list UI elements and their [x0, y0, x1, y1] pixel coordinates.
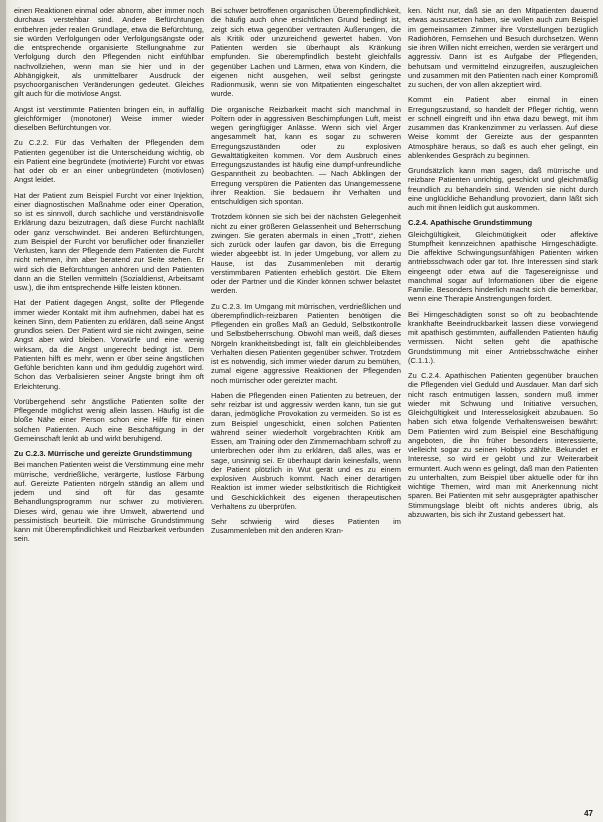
paragraph: Haben die Pflegenden einen Patienten zu betreuen, der sehr reizbar ist und aggressiv werden kann, tun sie gut daran, jedmögliche Provokation zu vermeiden. So ist es zum Beispiel ungeschickt, einen solchen Patienten während seiner wiederholt vorgebrachten Kritik am Essen, am Training oder den Zimmernachbarn schroff zu unterbrechen oder ihm zu erklären, daß alles, was er sage, unsinnig sei. Er überhaupt darin keinesfalls, wenn der Patient plötzlich in Wut gerät und es zu einem explosiven Ausbruch kommt. Nach einer derartigen Reaktion ist immer wieder selbstkritisch die Richtigkeit und Geschicklichkeit des eigenen therapeutischen Verhaltens zu überprüfen.: [211, 390, 401, 511]
paragraph: Die organische Reizbarkeit macht sich manchmal in Poltern oder in aggressiven Beschimpfungen Luft, meist wegen geringfügiger Anlässe. Wenn sich viel Ärger angesammelt hat, kann es sogar zu schweren Erregungszuständen oder zu explosiven Gewalttätigkeiten kommen. Vor dem Ausbruch eines Erregungszustandes ist häufig eine dumpf-unfreundliche Gespanntheit zu beobachten. — Nach Abklingen der Erregung verspüren die Patienten das Unangemessene ihrer Reaktion. Sie bedauern ihr Verhalten und entschuldigen sich spontan.: [211, 104, 401, 206]
paragraph: Hat der Patient zum Beispiel Furcht vor einer Injektion, einer diagnostischen Maßnahme oder einer Operation, so ist es sinnvoll, durch sachliche und verständnisvolle Erklärung dazu beizutragen, daß diese Furcht nachläßt oder ganz verschwindet. Bei anderen Befürchtungen, zum Beispiel der Furcht vor beruflicher oder finanzieller Verlusten, kann der Pflegende dem Patienten die Furcht nicht nehmen, ihm aber beratend zur Seite stehen. Er wird sich die Befürchtungen anhören und den Patienten dann an die Stellen vermitteln (Sozialdienst, Arbeitsamt usw.), die ihm entsprechende Hilfe leisten können.: [14, 190, 204, 292]
text-columns: [14, 6, 598, 796]
column-right: [408, 6, 598, 796]
paragraph: Zu C.2.3. Im Umgang mit mürrischen, verdrießlichen und überempfindlich-reizbaren Patienten benötigen die Pflegenden ein großes Maß an Geduld, Selbstkontrolle und Selbstbeherrschung. Obwohl man weiß, daß dieses Nörgeln krankheitsbedingt ist, fällt ein gleichbleibendes Verhalten diesen Patienten gegenüber schwer. Trotzdem ist es notwendig, sich immer wieder darum zu bemühen, zumal eigene aggressive Reaktionen der Pflegenden noch mürrischer oder gereizter macht.: [211, 301, 401, 385]
paragraph: Kommt ein Patient aber einmal in einen Erregungszustand, so handelt der Pfleger richtig, wenn er schnell eingreift und ihn etwa dazu bewegt, mit ihm zusammen das Krankenzimmer zu verlassen. Auf diese Weise kommt der Gereizte aus der gespannten Atmosphäre heraus, so daß es auch eher gelingt, ein ablenkendes Gespräch zu beginnen.: [408, 95, 598, 160]
paragraph: Zu C.2.4. Apathischen Patienten gegenüber brauchen die Pflegenden viel Geduld und Ausdauer. Man darf sich nicht rasch entmutigen lassen, sondern muß immer wieder mit Schwung und Initiative versuchen, Gleichgültigkeit und Interesselosigkeit abzubauen. So haben sich etwa folgende Verhaltensweisen bewährt: Dem Patienten wird zum Beispiel eine Beschäftigung angeboten, die ihn früher besonders interessierte, vielleicht sogar zu seinen Hobbys zählte. Bekundet er Interesse, so wird er gelobt und zur Weiterarbeit ermuntert. Auch wenn es gelingt, daß man den Patienten zu unterhalten, zum Beispiel über aktuelle oder für ihn wichtige Themen, wird man mit Anerkennung nicht sparen. Bei Patienten mit sehr ausgeprägter apathischer Stimmungslage bleibt oft nichts anderes übrig, als abzuwarten, bis sich ihr Zustand gebessert hat.: [408, 371, 598, 519]
paragraph: Hat der Patient dagegen Angst, sollte der Pflegende immer wieder Kontakt mit ihm aufnehmen, dabei hat es keinen Sinn, dem Patienten zu erklären, daß seine Angst grundlos seien. Der Patient wird sie nicht zwingen, seine Angst aber wird bleiben. Vorwürfe und eine wenig wirksam, da die Angst ungerecht bedingt ist. Dem Patienten hilft es mehr, wenn er über seine ängstlichen Gefühle berichten kann und ihm geduldig zugehört wird. Schon das Verbalisieren seiner Ängste bringt ihm oft Erleichterung.: [14, 298, 204, 391]
paragraph: Grundsätzlich kann man sagen, daß mürrische und reizbare Patienten unrichtig, geschickt und gleichmäßig freundlich zu behandeln sind. Wenden sie nicht durch eine unglückliche Behandlung provoziert, dann läßt sich auch mit ihnen leidlich gut auskommen.: [408, 166, 598, 212]
paragraph: Bei manchen Patienten weist die Verstimmung eine mehr mürrische, verdrießliche, verärgerte, lustlose Färbung auf. Gereizte Patienten nörgeln ständig an allem und jedem und sind oft für das gesamte Behandlungsprogramm nur schwer zu motivieren. Dieses wird, genau wie ihre Umwelt, abwertend und pessimistisch beurteilt. Die mürrische Grundstimmung kann mit Überempfindlichkeit und Reizbarkeit verbunden sein.: [14, 460, 204, 544]
book-spine-shadow: [0, 0, 6, 822]
paragraph: Sehr schwierig wird dieses Patienten im Zusammenleben mit den anderen Kran-: [211, 517, 401, 536]
page-number: 47: [584, 809, 593, 818]
paragraph: Vorübergehend sehr ängstliche Patienten sollte der Pflegende möglichst wenig allein lassen. Häufig ist die bloße Nähe einer Person schon eine Hilfe für einen solchen Patienten. Auch eine Beschäftigung in der Gemeinschaft lenkt ab und wirkt beruhigend.: [14, 396, 204, 443]
paragraph: ken. Nicht nur, daß sie an den Mitpatienten dauernd etwas auszusetzen haben, sie wollen auch zum Beispiel im gemeinsamen Zimmer ihre Vorstellungen bezüglich Radiohören, Fernsehen und Besuch durchsetzen. Wenn sie ihren Willen nicht erreichen, werden sie verärgert und aggressiv. Dann ist es Aufgabe der Pflegenden, behutsam und vermittelnd einzugreifen, auszugleichen und zusammen mit den Patienten nach einer Kompromiß zu suchen, der von allen akzeptiert wird.: [408, 6, 598, 89]
column-middle: [211, 6, 401, 796]
paragraph: Bei Hirngeschädigten sonst so oft zu beobachtende krankhafte Beeindruckbarkeit lassen diese vorwiegend mit apathisch gestimmten, auffallenden Patienten häufig vermissen. Nicht selten geht die apathische Grundstimmung mit einer Antriebsschwäche einher (C.1.1.).: [408, 309, 598, 365]
paragraph: Zu C.2.2. Für das Verhalten der Pflegenden dem Patienten gegenüber ist die Unterscheidung wichtig, ob ein Patient eine begründete (motivierte) Furcht vor etwas hat oder ob er an einer unbegründeten (motivlosen) Angst leidet.: [14, 138, 204, 185]
section-heading: Zu C.2.3. Mürrische und gereizte Grundstimmung: [14, 449, 193, 458]
column-left: [14, 6, 204, 796]
paragraph: Gleichgültigkeit, Gleichmütigkeit oder affektive Stumpfheit kennzeichnen apathische Hirngeschädigte. Die affektive Schwingungsunfähigen Patienten wirken antriebsschwach oder gar tot. Ihre Interessen sind stark eingeengt oder etwa auf die Tagesereignisse und manchmal sogar auf Informationen über die eigene Familie. Besonders hinderlich macht sich die bemerkbar, wenn eine Therapie Anstrengungen fordert.: [408, 229, 598, 304]
paragraph: einen Reaktionen einmal oder abnorm, aber immer noch durchaus verstehbar sind. Andere Befürchtungen entbehren jeder realen Grundlage, etwa die Befürchtung, sie würden Verfolgungen oder Verfolgungsängste oder die entsprechende organisierte Stellungnahme zur Verfolgung durch den Pflegenden nicht einfühlbar nachvollziehen, wenn man sie hier und in der Abhängigkeit, als unmittelbarer Ausdruck der psychoorganischen Veränderungen gedeutet. Gleiches gilt auch für die motivlose Angst.: [14, 6, 204, 99]
paragraph: Angst ist verstimmte Patienten bringen ein, in auffällig gleichförmiger (monotoner) Weise immer wieder dieselben Befürchtungen vor.: [14, 104, 204, 132]
paragraph: Trotzdem können sie sich bei der nächsten Gelegenheit nicht zu einer größeren Gelassenheit und Beherrschung zwingen. Sie geraten abermals in einen „Trott“, ziehen sich zurück oder laufen gar davon, bis die Erregung wieder abgeebbt ist. In jeder Umgebung, vor allem zu Hause, ist das Zusammenleben mit derartig verstimmbaren Patienten erheblich gestört. Die Eltern oder der Partner und die Kinder können schwer belastet werden.: [211, 212, 401, 296]
paragraph: Bei schwer betroffenen organischen Überempfindlichkeit, die häufig auch ohne ersichtlichen Grund bedingt ist, zeigt sich etwa gegenüber vertrauten Äußerungen, die als Kritik oder unzureichend gewertet haben. Von Patienten werden sie überhaupt als Kränkung empfunden. Sie überempfindlich besteht gleichfalls gegenüber Lachen und Lärmen, etwa von Kindern, die eigenen nicht ausgehen, weil selbst geringste Radionmusik, wenn sie von Mitpatienten eingeschaltet wurde.: [211, 6, 401, 99]
section-heading: C.2.4. Apathische Grundstimmung: [408, 218, 533, 228]
